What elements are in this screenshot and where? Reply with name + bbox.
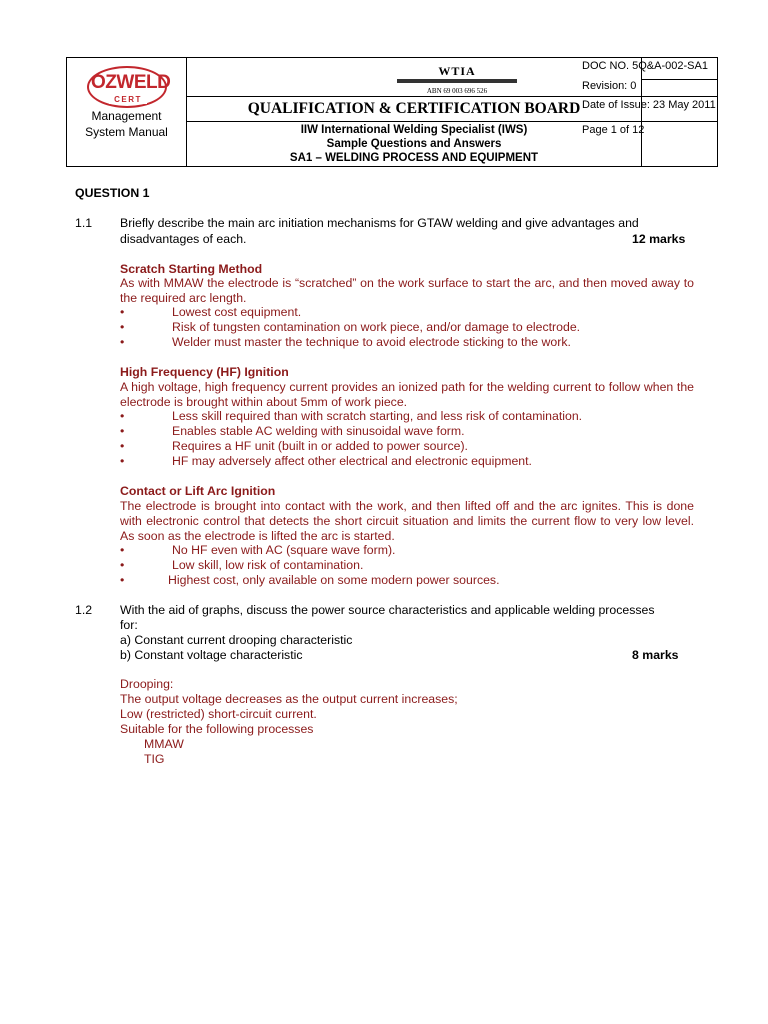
document-header-table: [66, 57, 718, 167]
q1-1-marks: 12 marks: [632, 232, 686, 246]
logo-cert-label: CERT: [109, 95, 147, 104]
hf-heading: High Frequency (HF) Ignition: [120, 365, 289, 379]
hf-bullet-1: Less skill required than with scratch starting, and less risk of contamination.: [172, 409, 583, 423]
logo-wordmark: OZWELD: [91, 72, 171, 93]
hf-bullet-4: HF may adversely affect other electrical and electronic equipment.: [172, 454, 532, 468]
manual-line1: Management: [91, 109, 162, 123]
title-divider-bottom: [187, 121, 641, 122]
q1-2-item-a: a) Constant current drooping characteristic: [120, 633, 353, 647]
manual-line2: System Manual: [85, 125, 168, 139]
lift-heading: Contact or Lift Arc Ignition: [120, 484, 276, 498]
hf-bullet-2: Enables stable AC welding with sinusoidal wave form.: [172, 424, 465, 438]
manual-name: [67, 108, 186, 140]
section-title: SA1 – WELDING PROCESS AND EQUIPMENT: [289, 152, 539, 164]
meta-divider-2: [642, 96, 718, 97]
q1-2-number: 1.2: [75, 603, 93, 617]
bullet-marker: •: [120, 543, 125, 557]
q1-1-text-line1: Briefly describe the main arc initiation mechanisms for GTAW welding and give advantages and: [120, 216, 639, 230]
q1-1-number: 1.1: [75, 216, 93, 230]
question-heading: QUESTION 1: [75, 186, 150, 200]
date-of-issue: Date of Issue: 23 May 2011: [582, 99, 716, 111]
scratch-bullet-1: Lowest cost equipment.: [172, 305, 302, 319]
scratch-bullet-2: Risk of tungsten contamination on work piece, and/or damage to electrode.: [172, 320, 581, 334]
board-title: QUALIFICATION & CERTIFICATION BOARD: [247, 100, 581, 117]
ozweld-logo: [87, 66, 169, 110]
scratch-bullet-3: Welder must master the technique to avoid electrode sticking to the work.: [172, 335, 571, 349]
revision: Revision: 0: [582, 80, 637, 92]
bullet-marker: •: [120, 305, 125, 319]
lift-bullet-1: No HF even with AC (square wave form).: [172, 543, 396, 557]
doc-number: DOC NO. 5Q&A-002-SA1: [582, 60, 708, 72]
hf-paragraph: A high voltage, high frequency current provides an ionized path for the welding current to follow when the electrode is brought within about 5mm of work piece.: [120, 380, 694, 409]
scratch-heading: Scratch Starting Method: [120, 262, 263, 276]
scratch-paragraph: As with MMAW the electrode is “scratched” on the work surface to start the arc, and then moved away to the required arc length.: [120, 276, 694, 305]
wtia-banner: [397, 79, 517, 83]
page-number: Page 1 of 12: [582, 124, 645, 136]
q1-1-text-line2: disadvantages of each.: [120, 232, 247, 246]
bullet-marker: •: [120, 454, 125, 468]
lift-bullet-3: Highest cost, only available on some modern power sources.: [168, 573, 500, 587]
q1-2-item-b: b) Constant voltage characteristic: [120, 648, 303, 662]
q1-2-marks: 8 marks: [632, 648, 679, 662]
lift-paragraph: The electrode is brought into contact with the work, and then lifted off and the arc ignites. This is done with electronic control that detects the short circuit situation and limits the current flow to very low level. As soon as the electrode is lifted the arc is started.: [120, 499, 694, 543]
wtia-logo: [387, 64, 527, 83]
lift-bullet-2: Low skill, low risk of contamination.: [172, 558, 364, 572]
wtia-wordmark: WTIA: [438, 64, 476, 78]
bullet-marker: •: [120, 424, 125, 438]
q1-2-text-line1: With the aid of graphs, discuss the power source characteristics and applicable welding processes: [120, 603, 655, 617]
meta-divider-1: [642, 79, 718, 80]
course-title: IIW International Welding Specialist (IWS): [300, 124, 528, 136]
title-divider-top: [187, 96, 641, 97]
drooping-line4: Suitable for the following processes: [120, 722, 314, 736]
abn-number: ABN 69 003 696 526: [426, 87, 488, 95]
q1-2-text-line2: for:: [120, 618, 138, 632]
bullet-marker: •: [120, 439, 125, 453]
bullet-marker: •: [120, 320, 125, 334]
hf-bullet-3: Requires a HF unit (built in or added to power source).: [172, 439, 468, 453]
logo-cell: [67, 58, 187, 166]
document-subtitle: Sample Questions and Answers: [326, 138, 502, 150]
drooping-line2: The output voltage decreases as the output current increases;: [120, 692, 458, 706]
bullet-marker: •: [120, 409, 125, 423]
bullet-marker: •: [120, 335, 125, 349]
drooping-heading: Drooping:: [120, 677, 174, 691]
drooping-line3: Low (restricted) short-circuit current.: [120, 707, 317, 721]
process-tig: TIG: [144, 752, 165, 766]
bullet-marker: •: [120, 573, 125, 587]
meta-divider-3: [642, 121, 718, 122]
bullet-marker: •: [120, 558, 125, 572]
process-mmaw: MMAW: [144, 737, 184, 751]
